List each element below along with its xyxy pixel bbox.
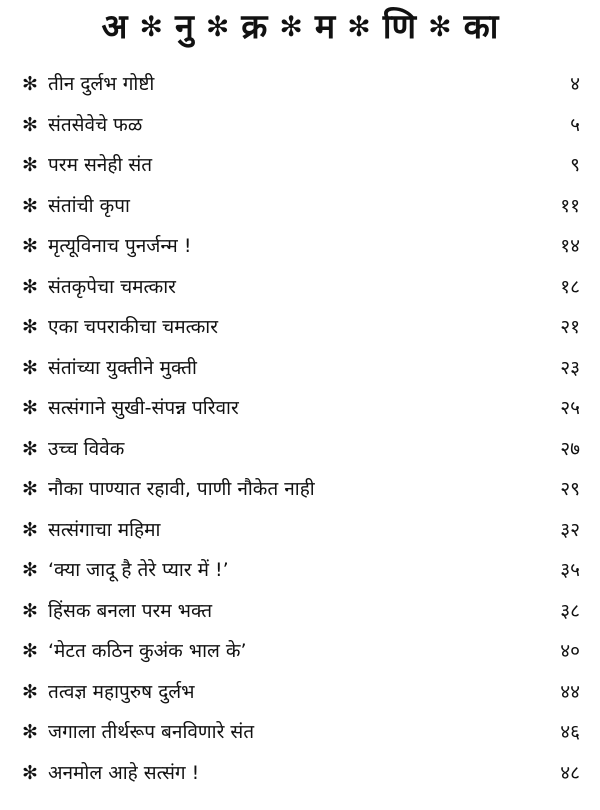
chapter-title: तीन दुर्लभ गोष्टी bbox=[48, 73, 155, 96]
chapter-title: ‘क्या जादू है तेरे प्यार में !’ bbox=[48, 559, 229, 582]
contents-entry bbox=[22, 64, 582, 105]
chapter-title: हिंसक बनला परम भक्त bbox=[48, 599, 213, 622]
page-number: २५ bbox=[560, 397, 580, 420]
chapter-title: जगाला तीर्थरूप बनविणारे संत bbox=[48, 721, 255, 744]
chapter-title: परम सनेही संत bbox=[48, 154, 153, 177]
asterisk-bullet-icon: ✻ bbox=[22, 316, 38, 339]
contents-entry bbox=[22, 186, 582, 227]
contents-entry bbox=[22, 753, 582, 794]
asterisk-bullet-icon: ✻ bbox=[22, 680, 38, 703]
contents-list bbox=[22, 64, 582, 793]
chapter-title: ‘मेटत कठिन कुअंक भाल के’ bbox=[48, 640, 247, 663]
page-title bbox=[0, 4, 600, 50]
asterisk-bullet-icon: ✻ bbox=[22, 275, 38, 298]
page-number: ४४ bbox=[560, 680, 580, 703]
title-letter: णि bbox=[382, 7, 417, 47]
chapter-title: संतांच्या युक्तीने मुक्ती bbox=[48, 356, 197, 379]
asterisk-bullet-icon: ✻ bbox=[22, 478, 38, 501]
page-number: ३५ bbox=[560, 559, 580, 582]
page-number: २३ bbox=[560, 356, 580, 379]
contents-entry bbox=[22, 712, 582, 753]
page-number: ३२ bbox=[560, 518, 580, 541]
contents-entry bbox=[22, 267, 582, 308]
contents-entry bbox=[22, 105, 582, 146]
asterisk-bullet-icon: ✻ bbox=[22, 113, 38, 136]
asterisk-bullet-icon: ✻ bbox=[22, 194, 38, 217]
asterisk-bullet-icon: ✻ bbox=[22, 721, 38, 744]
asterisk-bullet-icon: ✻ bbox=[22, 397, 38, 420]
chapter-title: उच्च विवेक bbox=[48, 437, 125, 460]
asterisk-bullet-icon: ✻ bbox=[22, 73, 38, 96]
contents-entry bbox=[22, 469, 582, 510]
contents-entry bbox=[22, 226, 582, 267]
asterisk-bullet-icon: ✻ bbox=[22, 235, 38, 258]
asterisk-separator-icon: ✻ bbox=[428, 10, 452, 43]
asterisk-separator-icon: ✻ bbox=[139, 10, 163, 43]
page-number: ४८ bbox=[560, 761, 580, 784]
asterisk-bullet-icon: ✻ bbox=[22, 154, 38, 177]
asterisk-separator-icon: ✻ bbox=[205, 10, 230, 43]
contents-entry bbox=[22, 631, 582, 672]
chapter-title: संतकृपेचा चमत्कार bbox=[48, 275, 176, 298]
title-letter: नु bbox=[174, 7, 194, 47]
page-number: १४ bbox=[560, 235, 580, 258]
asterisk-bullet-icon: ✻ bbox=[22, 640, 38, 663]
title-letter: का bbox=[463, 7, 499, 47]
chapter-title: संतसेवेचे फळ bbox=[48, 113, 143, 136]
page-number: ४० bbox=[560, 640, 580, 663]
contents-entry bbox=[22, 672, 582, 713]
asterisk-bullet-icon: ✻ bbox=[22, 599, 38, 622]
asterisk-bullet-icon: ✻ bbox=[22, 356, 38, 379]
contents-entry bbox=[22, 550, 582, 591]
asterisk-separator-icon: ✻ bbox=[279, 10, 303, 43]
asterisk-bullet-icon: ✻ bbox=[22, 437, 38, 460]
chapter-title: सत्संगाने सुखी-संपन्न परिवार bbox=[48, 397, 239, 420]
page-number: २७ bbox=[560, 437, 580, 460]
page-number: ५ bbox=[570, 113, 580, 136]
title-letter: क्र bbox=[241, 7, 268, 47]
page-number: ९ bbox=[570, 154, 580, 177]
page-number: ४ bbox=[570, 73, 580, 96]
chapter-title: मृत्यूविनाच पुनर्जन्म ! bbox=[48, 235, 192, 258]
contents-entry bbox=[22, 429, 582, 470]
asterisk-separator-icon: ✻ bbox=[347, 10, 371, 43]
chapter-title: अनमोल आहे सत्संग ! bbox=[48, 761, 200, 784]
page-number: १८ bbox=[560, 275, 580, 298]
chapter-title: एका चपराकीचा चमत्कार bbox=[48, 316, 218, 339]
contents-entry bbox=[22, 145, 582, 186]
contents-entry bbox=[22, 591, 582, 632]
asterisk-bullet-icon: ✻ bbox=[22, 559, 38, 582]
asterisk-bullet-icon: ✻ bbox=[22, 518, 38, 541]
page-number: ४६ bbox=[560, 721, 580, 744]
title-letter: म bbox=[314, 7, 336, 47]
chapter-title: तत्वज्ञ महापुरुष दुर्लभ bbox=[48, 680, 195, 703]
chapter-title: संतांची कृपा bbox=[48, 194, 130, 217]
asterisk-bullet-icon: ✻ bbox=[22, 761, 38, 784]
chapter-title: नौका पाण्यात रहावी, पाणी नौकेत नाही bbox=[48, 478, 315, 501]
contents-entry bbox=[22, 388, 582, 429]
page-number: २९ bbox=[560, 478, 580, 501]
contents-entry bbox=[22, 307, 582, 348]
contents-entry bbox=[22, 510, 582, 551]
chapter-title: सत्संगाचा महिमा bbox=[48, 518, 161, 541]
page-number: २१ bbox=[560, 316, 580, 339]
title-letter: अ bbox=[101, 7, 128, 47]
page-number: ११ bbox=[560, 194, 580, 217]
page-number: ३८ bbox=[560, 599, 580, 622]
contents-entry bbox=[22, 348, 582, 389]
